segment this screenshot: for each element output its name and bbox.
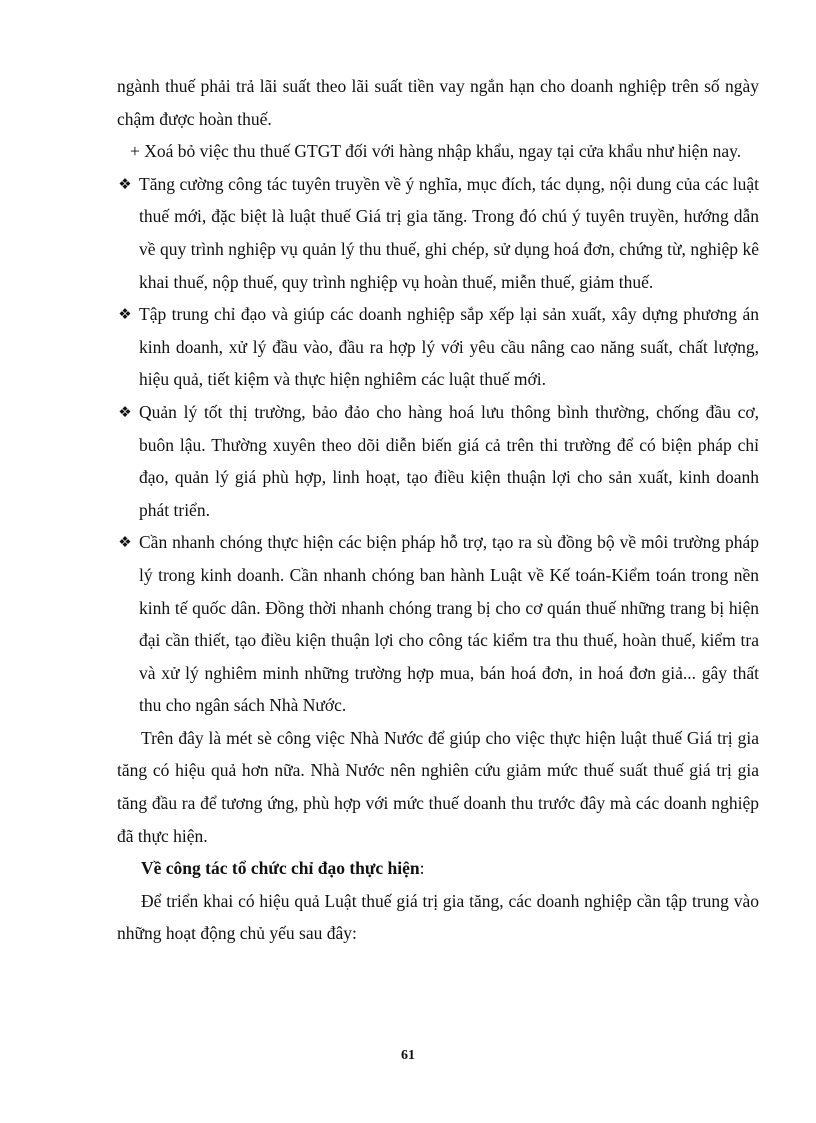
paragraph-last: Để triển khai có hiệu quả Luật thuế giá trị gia tăng, các doanh nghiệp cần tập trung vào những hoạt động chủ yếu sau đây: xyxy=(117,890,759,944)
section-heading xyxy=(117,852,759,885)
bullet-item xyxy=(117,168,759,298)
four-diamond-icon: ❖ xyxy=(118,174,132,193)
bullet-text: Quản lý tốt thị trường, bảo đảo cho hàng hoá lưu thông bình thường, chống đầu cơ, buôn lậu. Thường xuyên theo dõi diễn biến giá cả trên thi trường để có biện pháp chỉ đạo, quản lý giá phù hợp, linh hoạt, tạo điều kiện thuận lợi cho sản xuất, kinh doanh phát triển. xyxy=(139,401,759,520)
bullet-text: Tập trung chỉ đạo và giúp các doanh nghiệp sắp xếp lại sản xuất, xây dựng phương án kinh doanh, xử lý đầu vào, đầu ra hợp lý với yêu cầu nâng cao năng suất, chất lượng, hiệu quả, tiết kiệm và thực hiện nghiêm các luật thuế mới. xyxy=(139,304,759,390)
paragraph-top: ngành thuế phải trả lãi suất theo lãi suất tiền vay ngắn hạn cho doanh nghiệp trên số ngày chậm được hoàn thuế. xyxy=(117,76,759,129)
plus-list-item: + Xoá bỏ việc thu thuế GTGT đối với hàng nhập khẩu, ngay tại cửa khẩu như hiện nay. xyxy=(130,141,742,162)
four-diamond-icon: ❖ xyxy=(118,305,132,324)
bullet-item xyxy=(117,526,759,722)
bullet-item xyxy=(117,298,759,396)
four-diamond-icon: ❖ xyxy=(118,533,132,552)
paragraph-summary: Trên đây là mét sè công việc Nhà Nước để giúp cho việc thực hiện luật thuế Giá trị gia tăng có hiệu quả hơn nữa. Nhà Nước nên nghiên cứu giảm mức thuế suất thuế giá trị gia tăng đầu ra để tương ứng, phù hợp với mức thuế doanh thu trước đây mà các doanh nghiệp đã thực hiện. xyxy=(117,727,759,846)
section-heading-colon: : xyxy=(419,858,425,879)
document-body xyxy=(117,70,759,950)
section-heading-text: Về công tác tổ chức chỉ đạo thực hiện xyxy=(141,858,420,879)
page-number: 61 xyxy=(401,1048,415,1063)
bullet-text: Cần nhanh chóng thực hiện các biện pháp hỗ trợ, tạo ra sù đồng bộ về môi trường pháp lý trong kinh doanh. Cần nhanh chóng ban hành Luật về Kế toán-Kiểm toán trong nền kinh tế quốc dân. Đồng thời nhanh chóng trang bị cho cơ quán thuế những trang bị hiện đại cần thiết, tạo điều kiện thuận lợi cho công tác kiểm tra thu thuế, hoàn thuế, kiểm tra và xử lý nghiêm minh những trường hợp mua, bán hoá đơn, in hoá đơn giả... gây thất thu cho ngân sách Nhà Nước. xyxy=(139,532,759,716)
bullet-item xyxy=(117,396,759,526)
four-diamond-icon: ❖ xyxy=(118,402,132,421)
bullet-text: Tăng cường công tác tuyên truyền về ý nghĩa, mục đích, tác dụng, nội dung của các luật thuế mới, đặc biệt là luật thuế Giá trị gia tăng. Trong đó chú ý tuyên truyền, hướng dẫn về quy trình nghiệp vụ quản lý thu thuế, ghi chép, sử dụng hoá đơn, chứng từ, nghiệp kê khai thuế, nộp thuế, quy trình nghiệp vụ hoàn thuế, miễn thuế, giảm thuế. xyxy=(139,173,759,292)
